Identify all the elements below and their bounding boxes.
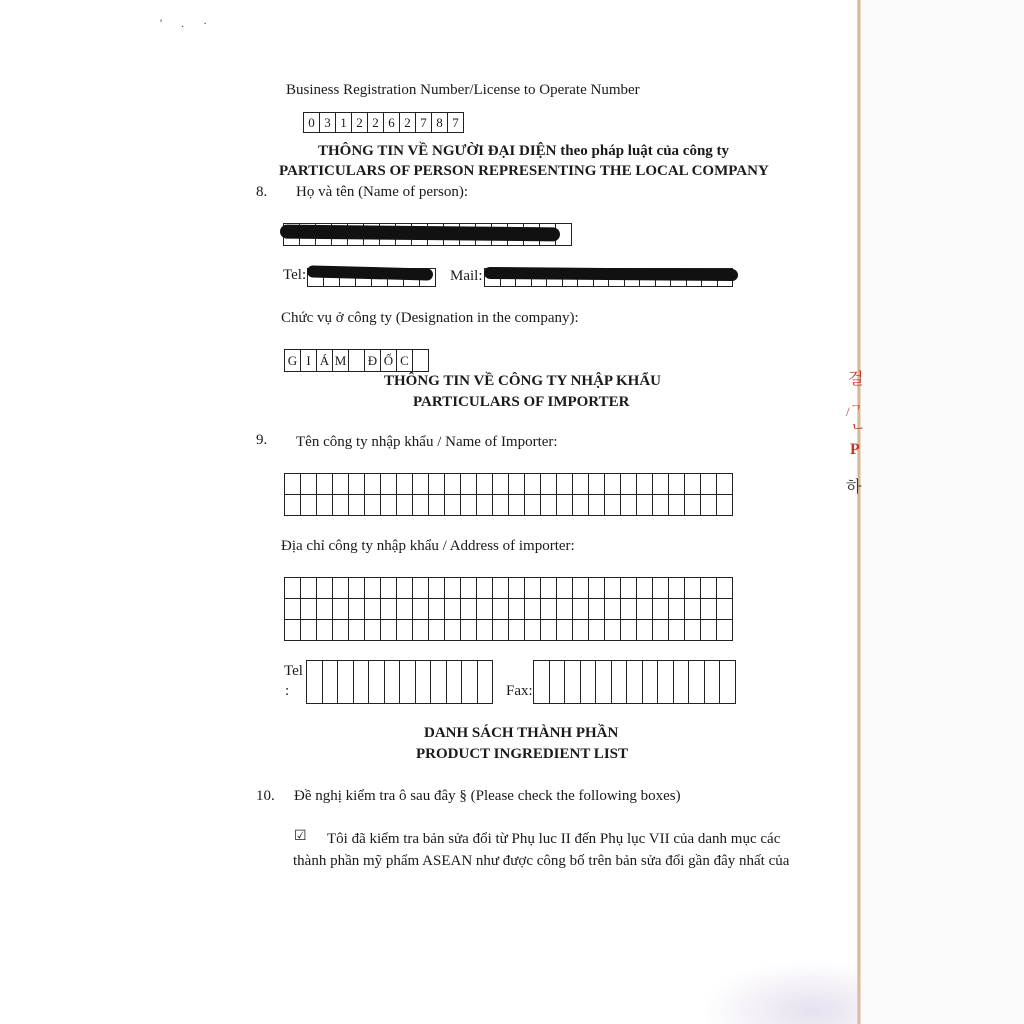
checkbox-statement: Tôi đã kiểm tra bản sửa đổi từ Phụ luc II đến Phụ lục VII của danh mục các thành phần mỹ phẩm ASEAN như được công bố trên bản sửa đổi gần đây nhất của [293,831,790,869]
empty-box [605,599,621,620]
section-ingredients-title-en: PRODUCT INGREDIENT LIST [416,746,628,762]
empty-box [637,620,653,641]
bleed-text-3: ᄂ [850,424,866,441]
digit-box: 6 [384,113,400,133]
empty-box [525,620,541,641]
empty-box [285,620,301,641]
empty-box [333,599,349,620]
empty-box [493,474,509,495]
empty-box [413,578,429,599]
empty-box [461,578,477,599]
item-9-number: 9. [256,432,268,448]
empty-box [429,578,445,599]
empty-box [573,495,589,516]
digit-box: 7 [416,113,432,133]
empty-box [669,495,685,516]
empty-box [701,620,717,641]
char-box: Á [317,350,333,372]
empty-box [689,661,705,704]
empty-box [369,661,385,704]
empty-box [413,620,429,641]
empty-box [557,620,573,641]
empty-box [445,620,461,641]
mail-redaction [484,267,738,281]
empty-box [397,495,413,516]
bleed-text-2: /ᄀ [846,404,863,419]
empty-box [317,620,333,641]
importer-address-boxes [284,577,733,641]
empty-box [365,599,381,620]
empty-box [317,599,333,620]
empty-box [621,599,637,620]
empty-box [381,578,397,599]
empty-box [429,495,445,516]
empty-box [365,578,381,599]
empty-box [581,661,597,704]
empty-box [461,474,477,495]
empty-box [589,599,605,620]
empty-box [534,661,550,704]
empty-box [541,620,557,641]
empty-box [323,661,339,704]
importer-fax-label: Fax: [506,683,533,699]
empty-box [685,474,701,495]
empty-box [717,474,733,495]
empty-box [565,661,581,704]
empty-box [493,578,509,599]
empty-box [605,620,621,641]
char-box: G [285,350,301,372]
empty-box [493,620,509,641]
empty-box [333,578,349,599]
bleed-text-4: P [850,441,860,458]
empty-box [605,495,621,516]
empty-box [669,578,685,599]
empty-box [557,599,573,620]
name-of-person-label: Họ và tên (Name of person): [296,184,469,200]
empty-box [333,495,349,516]
empty-box [478,661,494,704]
empty-box [653,474,669,495]
empty-box [413,495,429,516]
empty-box [605,474,621,495]
empty-box [573,474,589,495]
importer-fax-boxes [533,660,736,704]
empty-box [349,495,365,516]
empty-box [365,620,381,641]
empty-box [477,474,493,495]
empty-box [509,620,525,641]
empty-box [653,578,669,599]
empty-box [621,495,637,516]
char-box: C [397,350,413,372]
empty-box [589,620,605,641]
char-box [349,350,365,372]
empty-box [557,495,573,516]
empty-box [717,578,733,599]
empty-box [717,620,733,641]
empty-box [493,495,509,516]
empty-box [354,661,370,704]
empty-box [674,661,690,704]
empty-box [525,495,541,516]
background-beyond-page [861,0,1024,1024]
empty-box [550,661,566,704]
digit-box: 3 [320,113,336,133]
empty-box [461,495,477,516]
empty-box [621,578,637,599]
digit-box: 7 [448,113,464,133]
checked-checkbox-icon[interactable]: ☑ [294,828,307,844]
check-boxes-instruction: Đề nghị kiểm tra ô sau đây § (Please check the following boxes) [294,788,681,804]
mail-label: Mail: [450,268,483,284]
empty-box [301,474,317,495]
empty-box [589,578,605,599]
empty-box [447,661,463,704]
importer-name-boxes [284,473,733,516]
section-importer-title-en: PARTICULARS OF IMPORTER [413,394,630,410]
empty-box [477,495,493,516]
importer-address-label: Địa chỉ công ty nhập khẩu / Address of importer: [281,538,575,554]
section-ingredients-title-vi: DANH SÁCH THÀNH PHẦN [424,725,619,741]
empty-box [477,578,493,599]
empty-box [637,474,653,495]
empty-box [589,474,605,495]
empty-box [637,578,653,599]
importer-name-label: Tên công ty nhập khẩu / Name of Importer: [296,434,558,450]
bleed-text-1: 걸 [848,371,864,388]
empty-box [333,474,349,495]
empty-box [349,620,365,641]
empty-box [400,661,416,704]
name-redaction [280,225,560,242]
empty-box [627,661,643,704]
empty-box [397,578,413,599]
empty-box [381,599,397,620]
empty-box [397,599,413,620]
empty-box [717,495,733,516]
smudge [700,960,860,1024]
empty-box [429,620,445,641]
empty-box [701,474,717,495]
section-rep-title-vi: THÔNG TIN VỀ NGƯỜI ĐẠI DIỆN theo pháp luật của công ty [318,143,730,159]
empty-box [541,578,557,599]
empty-box [493,599,509,620]
empty-box [381,620,397,641]
empty-box [509,495,525,516]
importer-tel-colon: : [285,683,290,699]
empty-box [557,474,573,495]
char-box: M [333,350,349,372]
empty-box [643,661,659,704]
empty-box [589,495,605,516]
empty-box [605,578,621,599]
empty-box [301,620,317,641]
empty-box [720,661,736,704]
tel-label: Tel: [283,267,307,283]
empty-box [431,661,447,704]
empty-box [477,599,493,620]
empty-box [349,474,365,495]
dust-specks: ' . · [160,16,216,30]
empty-box [285,578,301,599]
empty-box [557,578,573,599]
empty-box [685,599,701,620]
designation-boxes [284,349,429,372]
bleed-text-5: 하 [846,479,862,496]
item-10-number: 10. [256,788,275,804]
empty-box [461,599,477,620]
empty-box [381,495,397,516]
empty-box [658,661,674,704]
empty-box [653,620,669,641]
importer-tel-label: Tel [284,663,303,679]
char-box [413,350,429,372]
empty-box [333,620,349,641]
empty-box [317,578,333,599]
empty-box [338,661,354,704]
digit-box: 1 [336,113,352,133]
business-reg-number-boxes [303,112,464,133]
empty-box [669,620,685,641]
empty-box [685,620,701,641]
empty-box [365,474,381,495]
empty-box [285,474,301,495]
char-box: Ố [381,350,397,372]
empty-box [541,599,557,620]
empty-box [365,495,381,516]
page-edge [857,0,861,1024]
empty-box [701,599,717,620]
empty-box [416,661,432,704]
business-reg-label: Business Registration Number/License to Operate Number [286,82,640,98]
item-8-number: 8. [256,184,268,200]
empty-box [637,599,653,620]
digit-box: 0 [304,113,320,133]
empty-box [509,578,525,599]
empty-box [301,578,317,599]
empty-box [317,474,333,495]
section-rep-title-en: PARTICULARS OF PERSON REPRESENTING THE LOCAL COMPANY [279,163,769,179]
empty-box [317,495,333,516]
empty-box [596,661,612,704]
empty-box [477,620,493,641]
empty-box [612,661,628,704]
empty-box [621,620,637,641]
empty-box [705,661,721,704]
empty-box [462,661,478,704]
empty-box [397,474,413,495]
empty-box [429,599,445,620]
empty-box [541,495,557,516]
empty-box [525,599,541,620]
empty-box [669,599,685,620]
empty-box [525,578,541,599]
char-box: Đ [365,350,381,372]
designation-label: Chức vụ ở công ty (Designation in the company): [281,310,579,326]
empty-box [349,599,365,620]
empty-box [301,599,317,620]
char-box: I [301,350,317,372]
empty-box [541,474,557,495]
importer-tel-boxes [306,660,493,704]
empty-box [445,474,461,495]
empty-box [285,495,301,516]
empty-box [525,474,541,495]
empty-box [285,599,301,620]
empty-box [385,661,401,704]
digit-box: 2 [368,113,384,133]
empty-box [653,495,669,516]
empty-box [307,661,323,704]
empty-box [381,474,397,495]
section-importer-title-vi: THÔNG TIN VỀ CÔNG TY NHẬP KHẨU [384,373,661,389]
empty-box [461,620,477,641]
empty-box [445,495,461,516]
empty-box [685,495,701,516]
empty-box [573,578,589,599]
empty-box [509,474,525,495]
empty-box [397,620,413,641]
empty-box [621,474,637,495]
empty-box [413,474,429,495]
empty-box [685,578,701,599]
digit-box: 2 [352,113,368,133]
empty-box [509,599,525,620]
empty-box [701,578,717,599]
digit-box: 8 [432,113,448,133]
empty-box [349,578,365,599]
empty-box [301,495,317,516]
empty-box [669,474,685,495]
empty-box [701,495,717,516]
empty-box [573,599,589,620]
empty-box [445,578,461,599]
digit-box: 2 [400,113,416,133]
empty-box [637,495,653,516]
empty-box [653,599,669,620]
empty-box [573,620,589,641]
empty-box [413,599,429,620]
empty-box [445,599,461,620]
empty-box [717,599,733,620]
empty-box [429,474,445,495]
